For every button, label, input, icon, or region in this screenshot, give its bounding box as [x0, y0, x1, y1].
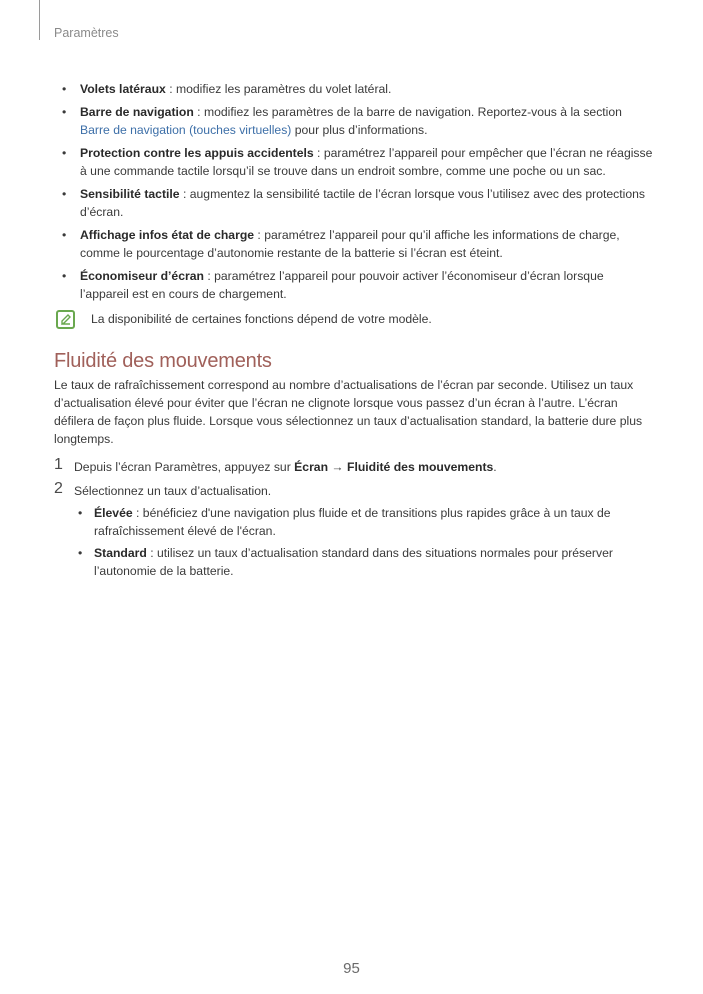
- list-item: • Sensibilité tactile : augmentez la sensibilité tactile de l’écran lorsque vous l’utilisez avec des protections d’écran.: [54, 185, 654, 221]
- list-item: • Barre de navigation : modifiez les paramètres de la barre de navigation. Reportez-vous à la section Barre de navigation (touches virtuelles) pour plus d’informations.: [54, 103, 654, 139]
- section-header: Paramètres: [54, 26, 119, 40]
- arrow-icon: →: [328, 460, 347, 474]
- settings-list: [54, 80, 654, 303]
- list-item: • Volets latéraux : modifiez les paramètres du volet latéral.: [54, 80, 654, 98]
- list-item: • Affichage infos état de charge : paramétrez l’appareil pour qu’il affiche les informations de charge, comme le pourcentage d’autonomie restante de la batterie si l’écran est éteint.: [54, 226, 654, 262]
- list-item: • Économiseur d’écran : paramétrez l’appareil pour pouvoir activer l’économiseur d’écran lorsque l’appareil est en cours de chargement.: [54, 267, 654, 303]
- step-1: 1 Depuis l’écran Paramètres, appuyez sur Écran → Fluidité des mouvements.: [54, 456, 497, 474]
- header-divider: [39, 0, 40, 40]
- list-item: • Protection contre les appuis accidentels : paramétrez l’appareil pour empêcher que l’écran ne réagisse à une commande tactile lorsqu’il se trouve dans un endroit sombre, comme une poche ou un sac.: [54, 144, 654, 180]
- section-intro: Le taux de rafraîchissement correspond au nombre d’actualisations de l’écran par seconde. Utilisez un taux d’actualisation élevé pour éviter que l’écran ne clignote lorsque vous passez d’un écran à l’autre. L’écran défilera de façon plus fluide. Lorsque vous sélectionnez un taux d’actualisation standard, la batterie dure plus longtemps.: [54, 378, 643, 446]
- note: [54, 308, 654, 330]
- note-pencil-icon: [56, 310, 75, 329]
- page-content: [54, 80, 654, 586]
- list-item: • Élevée : bénéficiez d'une navigation plus fluide et de transitions plus rapides grâce à un taux de rafraîchissement élevé de l'écran.: [74, 504, 654, 540]
- rate-options: [74, 504, 654, 580]
- list-item: • Standard : utilisez un taux d’actualisation standard dans des situations normales pour préserver l’autonomie de la batterie.: [74, 544, 654, 580]
- navigation-bar-link[interactable]: Barre de navigation (touches virtuelles): [80, 123, 292, 137]
- step-2: 2 Sélectionnez un taux d’actualisation. • Élevée : bénéficiez d'une navigation plus fluide et de transitions plus rapides grâce à un taux de rafraîchissement élevé de l'écran. • Standard : utilisez un taux d’actualisation standard dans des situations normales pour préserver l’autonomie de la batterie.: [54, 482, 654, 580]
- page-number: 95: [343, 960, 360, 977]
- note-text: La disponibilité de certaines fonctions dépend de votre modèle.: [91, 312, 432, 326]
- section-title: Fluidité des mouvements: [54, 350, 272, 372]
